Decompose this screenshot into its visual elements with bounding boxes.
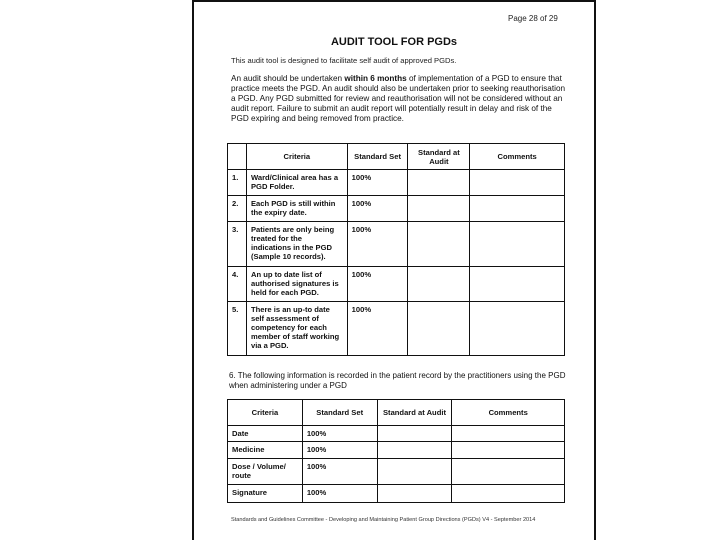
row-audit-cell[interactable] [408,196,470,222]
row-audit-cell[interactable] [408,170,470,196]
section-6-text: 6. The following information is recorded in the patient record by the practitioners using the PGD when administering under a PGD [229,371,566,390]
row-comments-cell[interactable] [452,426,565,442]
header-criteria: Criteria [228,400,303,426]
table-row [228,196,565,222]
row-criteria: Medicine [228,442,303,459]
row-number: 4. [228,267,247,302]
row-criteria: Ward/Clinical area has a PGD Folder. [246,170,347,196]
row-comments-cell[interactable] [452,442,565,459]
row-standard: 100% [302,459,377,485]
row-standard: 100% [347,267,408,302]
page-number: Page 28 of 29 [508,14,558,23]
page-footer: Standards and Guidelines Committee - Developing and Maintaining Patient Group Directions (PGDs) V4 - September 2014 [231,517,536,523]
row-standard: 100% [347,170,408,196]
row-audit-cell[interactable] [408,302,470,356]
intro-text: This audit tool is designed to facilitate self audit of approved PGDs. [231,56,457,65]
table-row [228,222,565,267]
table-row [228,302,565,356]
table-row [228,442,565,459]
header-criteria: Criteria [246,144,347,170]
row-audit-cell[interactable] [408,222,470,267]
paragraph-part2: of implementation of a PGD to ensure that practice meets the PGD. An audit should also be undertaken prior to seeking reauthorisation a PGD. Any PGD submitted for review and reauthorisation will not be considered without an audit report. Failure to submit an audit report will potentially result in delay and risk of the PGD expiring and being removed from practice. [231,74,566,123]
row-audit-cell[interactable] [377,459,452,485]
row-standard: 100% [302,442,377,459]
row-audit-cell[interactable] [377,485,452,503]
patient-record-table [227,399,565,503]
header-standard-at-audit: Standard at Audit [408,144,470,170]
row-standard: 100% [302,426,377,442]
row-number: 2. [228,196,247,222]
table-row [228,267,565,302]
row-comments-cell[interactable] [470,170,565,196]
row-standard: 100% [347,222,408,267]
header-standard-at-audit: Standard at Audit [377,400,452,426]
row-comments-cell[interactable] [470,222,565,267]
table-row [228,426,565,442]
row-audit-cell[interactable] [377,442,452,459]
paragraph-bold: within 6 months [344,74,407,83]
row-criteria: Each PGD is still within the expiry date. [246,196,347,222]
paragraph-part1: An audit should be undertaken [231,74,345,83]
audit-criteria-table [227,143,565,356]
row-number: 1. [228,170,247,196]
document-title: AUDIT TOOL FOR PGDs [330,36,458,48]
row-criteria: Date [228,426,303,442]
row-criteria: Patients are only being treated for the indications in the PGD (Sample 10 records). [246,222,347,267]
header-standard-set: Standard Set [347,144,408,170]
table-header-row [228,144,565,170]
row-audit-cell[interactable] [377,426,452,442]
row-comments-cell[interactable] [452,485,565,503]
header-comments: Comments [470,144,565,170]
row-standard: 100% [347,302,408,356]
row-number: 3. [228,222,247,267]
row-criteria: Dose / Volume/ route [228,459,303,485]
table-header-row [228,400,565,426]
table-row [228,485,565,503]
row-audit-cell[interactable] [408,267,470,302]
table-row [228,170,565,196]
row-comments-cell[interactable] [452,459,565,485]
row-standard: 100% [302,485,377,503]
audit-paragraph [231,74,571,124]
row-number: 5. [228,302,247,356]
row-criteria: There is an up-to date self assessment of competency for each member of staff working via a PGD. [246,302,347,356]
row-standard: 100% [347,196,408,222]
header-standard-set: Standard Set [302,400,377,426]
header-comments: Comments [452,400,565,426]
row-comments-cell[interactable] [470,196,565,222]
row-comments-cell[interactable] [470,302,565,356]
table-row [228,459,565,485]
row-comments-cell[interactable] [470,267,565,302]
row-criteria: Signature [228,485,303,503]
header-number [228,144,247,170]
row-criteria: An up to date list of authorised signatures is held for each PGD. [246,267,347,302]
